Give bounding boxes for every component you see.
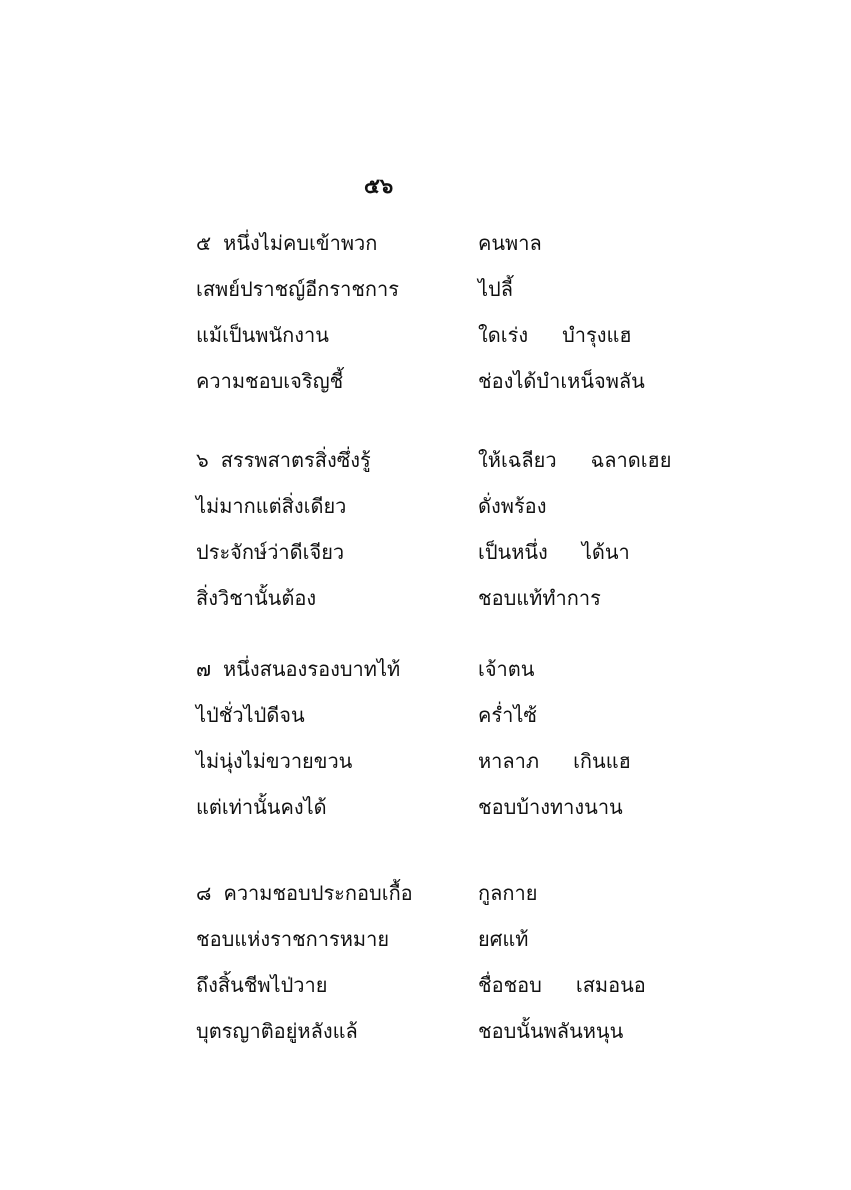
verse-left: ความชอบเจริญชี้ [196,369,344,393]
verse-right-second: ได้นา [581,540,630,564]
verse-line [196,1008,756,1054]
verse-left: แม้เป็นพนักงาน [196,323,329,347]
verse-line [196,266,756,312]
verse-right: ยศแท้ [478,927,529,951]
verse-line [196,358,756,404]
verse-left: บุตรญาติอยู่หลังแล้ [196,1019,358,1043]
verse-line [196,962,756,1008]
verse-line [196,437,756,483]
verse-right: ชื่อชอบ [478,973,542,997]
verse-line [196,483,756,529]
verse-right: คนพาล [478,231,542,255]
stanza-number: ๘ [196,881,212,905]
verse-right-second: เสมอนอ [575,973,646,997]
verse-right: ชอบนั้นพลันหนุน [478,1019,624,1043]
verse-left: สิ่งวิชานั้นต้อง [196,586,317,610]
verse-right: ชอบแท้ทำการ [478,586,601,610]
verse-left: หนึ่งไม่คบเข้าพวก [223,231,378,255]
verse-left: สรรพสาตรสิ่งซึ่งรู้ [220,448,371,472]
verse-line [196,646,756,692]
verse-right: ช่องได้บำเหน็จพลัน [478,369,645,393]
verse-line [196,692,756,738]
verse-line [196,529,756,575]
stanza-5 [196,220,756,404]
verse-left: ความชอบประกอบเกื้อ [223,881,413,905]
verse-left: เสพย์ปราชญ์อีกราชการ [196,277,399,301]
verse-right-second: บำรุงแฮ [562,323,632,347]
stanza-6 [196,437,756,621]
verse-left: ชอบแห่งราชการหมาย [196,927,390,951]
verse-left: ไม่นุ่งไม่ขวายขวน [196,749,353,773]
verse-left: ถึงสิ้นชีพไป่วาย [196,973,328,997]
page-number: ๕๖ [364,173,394,198]
stanza-number: ๗ [196,657,212,681]
verse-left: หนึ่งสนองรองบาทไท้ [223,657,401,681]
verse-left: แต่เท่านั้นคงได้ [196,795,327,819]
verse-left: ไป่ชั่วไป่ดีจน [196,703,305,727]
verse-line [196,220,756,266]
verse-right: คร่ำไซ้ [478,703,537,727]
stanza-number: ๖ [196,448,209,472]
verse-right-second: เกินแฮ [573,749,631,773]
verse-line [196,784,756,830]
verse-right: เป็นหนึ่ง [478,540,548,564]
verse-line [196,575,756,621]
verse-right-second: ฉลาดเฮย [590,448,672,472]
verse-right: หาลาภ [478,749,540,773]
verse-line [196,738,756,784]
verse-left: ไม่มากแต่สิ่งเดียว [196,494,347,518]
verse-right: ไปลี้ [478,277,514,301]
verse-right: ใดเร่ง [478,323,529,347]
verse-line [196,916,756,962]
stanza-number: ๕ [196,231,212,255]
verse-line [196,870,756,916]
verse-right: กูลกาย [478,881,538,905]
stanza-7 [196,646,756,830]
verse-right: เจ้าตน [478,657,535,681]
verse-left: ประจักษ์ว่าดีเจียว [196,540,345,564]
stanza-8 [196,870,756,1054]
verse-line [196,312,756,358]
verse-right: ชอบบ้างทางนาน [478,795,623,819]
verse-right: ดั่งพร้อง [478,494,547,518]
verse-right: ให้เฉลียว [478,448,557,472]
